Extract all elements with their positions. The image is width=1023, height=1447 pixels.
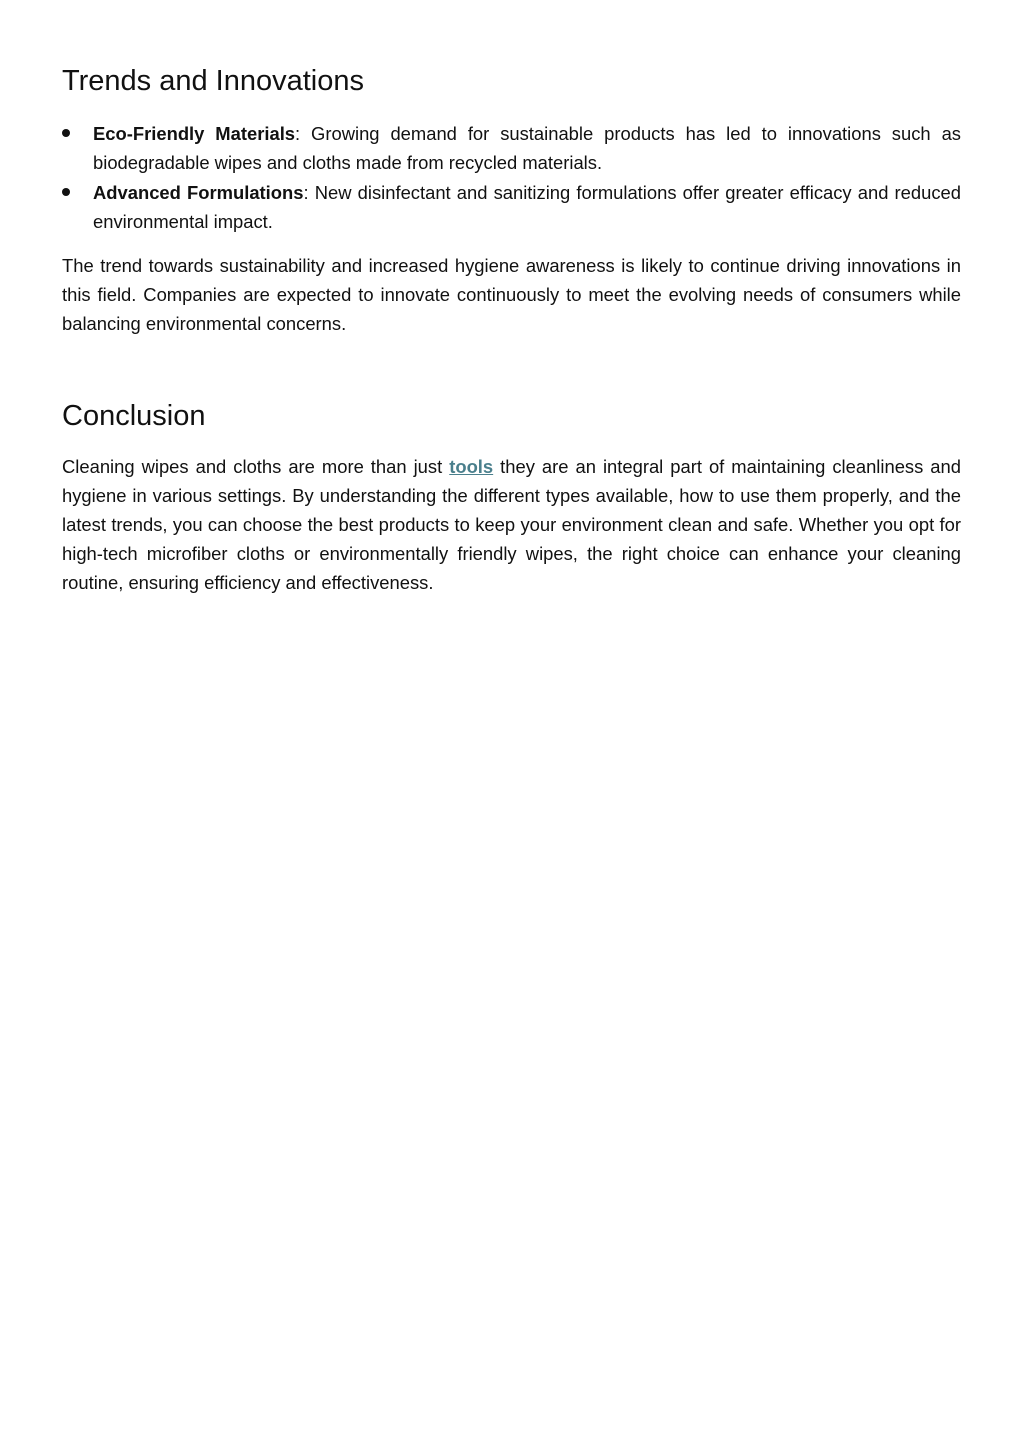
conclusion-text-start: Cleaning wipes and cloths are more than just: [62, 456, 450, 477]
bullet-dot-icon: [62, 188, 70, 196]
list-item: [62, 119, 961, 177]
bullet-term: Eco-Friendly Materials: [93, 123, 296, 144]
trends-paragraph: The trend towards sustainability and increased hygiene awareness is likely to continue driving innovations in this field. Companies are expected to innovate continuously to meet the evolving needs of consumers while balancing environmental concerns.: [62, 255, 961, 334]
conclusion-text-end: they are an integral part of maintaining cleanliness and hygiene in various settings. By understanding the different types available, how to use them properly, and the latest trends, you can choose the best products to keep your environment clean and safe. Whether you opt for high-tech microfiber cloths or environmentally friendly wipes, the right choice can enhance your cleaning routine, ensuring efficiency and effectiveness.: [62, 456, 961, 593]
conclusion-paragraph: [62, 452, 961, 597]
trends-bullet-list: [62, 119, 961, 237]
bullet-text: : New disinfectant and sanitizing formulations offer greater efficacy and reduced environmental impact.: [93, 182, 962, 232]
bullet-dot-icon: [62, 129, 70, 137]
section-heading-conclusion: Conclusion: [62, 400, 206, 432]
list-item: [62, 178, 961, 236]
tools-link[interactable]: tools: [449, 456, 494, 477]
bullet-term: Advanced Formulations: [93, 182, 304, 203]
section-heading-trends: Trends and Innovations: [62, 65, 365, 97]
bullet-text: : Growing demand for sustainable products has led to innovations such as biodegradable wipes and cloths made from recycled materials.: [93, 123, 961, 173]
